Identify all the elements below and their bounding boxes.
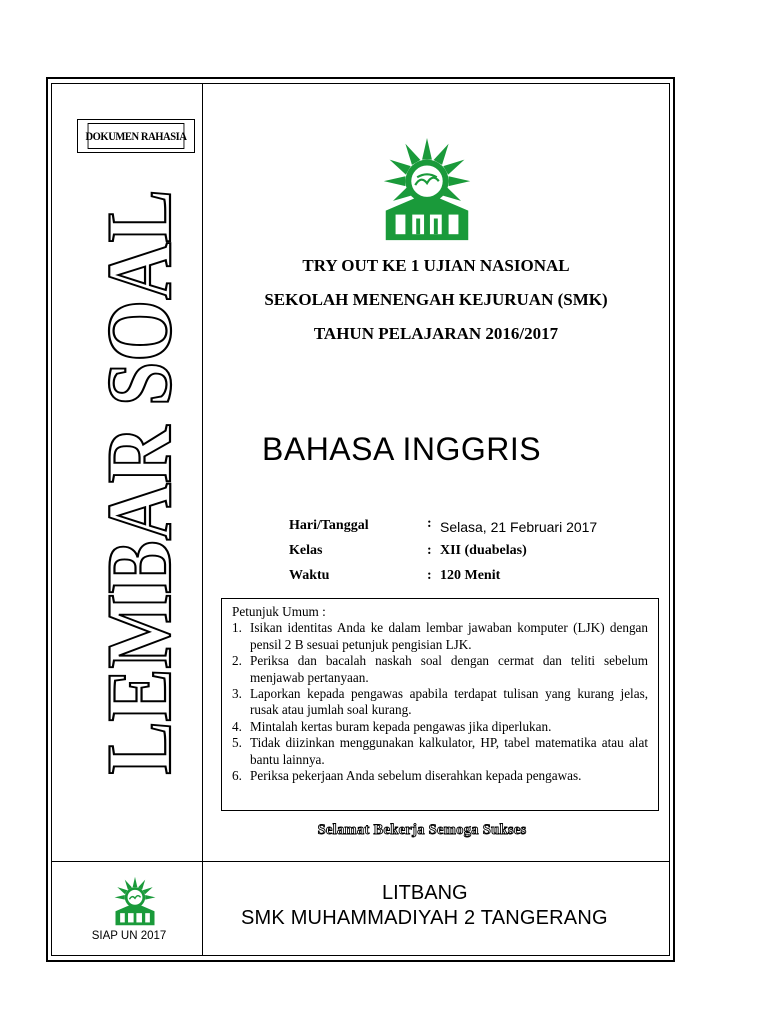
- date-colon: :: [427, 516, 432, 531]
- instruction-item: [232, 719, 648, 735]
- instruction-text: Periksa pekerjaan Anda sebelum diserahkan kepada pengawas.: [250, 768, 582, 784]
- footer-school: SMK MUHAMMADIYAH 2 TANGERANG: [241, 907, 608, 929]
- instruction-number: 6.: [232, 768, 242, 784]
- instruction-text: Isikan identitas Anda ke dalam lembar jawaban komputer (LJK) dengan pensil 2 B sesuai petunjuk pengisian LJK.: [250, 620, 648, 652]
- instruction-item: [232, 620, 648, 653]
- footer-badge: SIAP UN 2017: [91, 930, 167, 942]
- instruction-item: [232, 735, 648, 768]
- subject-title: BAHASA INGGRIS: [262, 431, 542, 467]
- muhammadiyah-logo-icon: [107, 876, 163, 928]
- time-colon: :: [427, 568, 432, 583]
- instructions-list: [232, 620, 648, 784]
- instruction-item: [232, 686, 648, 719]
- instruction-text: Mintalah kertas buram kepada pengawas jika diperlukan.: [250, 718, 552, 734]
- confidential-stamp: [77, 119, 195, 153]
- instruction-text: Laporkan kepada pengawas apabila terdapat tulisan yang kurang jelas, rusak atau jumlah soal kurang.: [250, 686, 648, 718]
- footer-department: LITBANG: [382, 882, 468, 904]
- time-value: 120 Menit: [440, 568, 501, 583]
- vertical-title-text: LEMBAR SO: [95, 224, 183, 775]
- date-value: Selasa, 21 Februari 2017: [440, 519, 598, 535]
- class-colon: :: [427, 543, 432, 558]
- instruction-text: Tidak diizinkan menggunakan kalkulator, HP, tabel matematika atau alat bantu lainnya.: [250, 735, 648, 767]
- class-value: XII (duabelas): [440, 543, 527, 558]
- confidential-stamp-label: DOKUMEN RAHASIA: [88, 123, 185, 149]
- time-label: Waktu: [289, 568, 330, 583]
- instructions-title: Petunjuk Umum :: [232, 604, 326, 619]
- instruction-number: 5.: [232, 735, 242, 751]
- instruction-number: 1.: [232, 620, 242, 636]
- vertical-title: [95, 185, 183, 780]
- closing-message: Selamat Bekerja Semoga Sukses: [317, 822, 527, 838]
- heading-line-2: SEKOLAH MENENGAH KEJURUAN (SMK): [264, 290, 608, 309]
- footer-divider: [51, 861, 670, 862]
- instructions-box: [221, 598, 659, 811]
- heading-line-3: TAHUN PELAJARAN 2016/2017: [313, 324, 559, 343]
- muhammadiyah-logo-icon: [368, 136, 486, 246]
- instruction-item: [232, 653, 648, 686]
- instruction-number: 2.: [232, 653, 242, 669]
- date-label: Hari/Tanggal: [289, 518, 369, 533]
- heading-line-1: TRY OUT KE 1 UJIAN NASIONAL: [302, 256, 570, 275]
- instruction-item: [232, 768, 648, 784]
- instruction-text: Periksa dan bacalah naskah soal dengan cermat dan teliti sebelum menjawab pertanyaan.: [250, 653, 648, 685]
- footer-column-divider: [202, 861, 203, 956]
- class-label: Kelas: [289, 543, 323, 558]
- left-column-divider: [202, 83, 203, 861]
- instruction-number: 4.: [232, 718, 242, 734]
- instruction-number: 3.: [232, 686, 242, 702]
